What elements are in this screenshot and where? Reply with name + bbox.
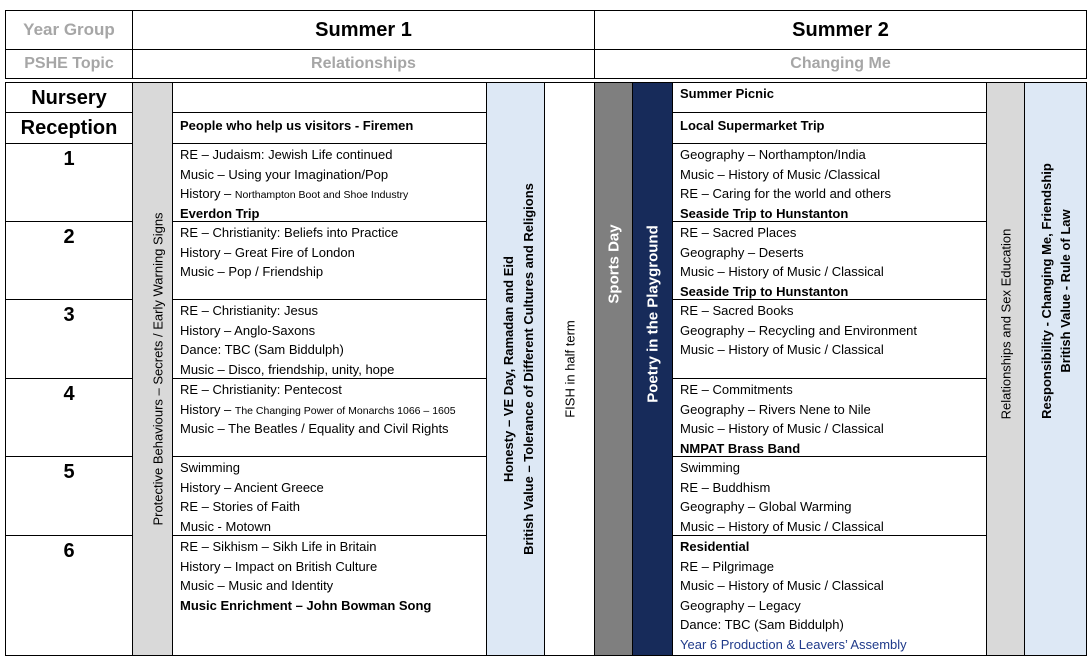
summer2-nursery-cell: Summer Picnic bbox=[672, 82, 987, 113]
summer1-title: Summer 1 bbox=[132, 10, 595, 50]
year-label-3: 3 bbox=[5, 299, 133, 379]
poetry-playground-band bbox=[632, 82, 673, 656]
protective-behaviours-label: Protective Behaviours – Secrets / Early Warning Signs bbox=[150, 212, 165, 526]
year-label-6: 6 bbox=[5, 535, 133, 656]
relationships-sex-education-label: Relationships and Sex Education bbox=[998, 228, 1013, 420]
summer1-year6-cell: RE – Sikhism – Sikh Life in Britain History – Impact on British Culture Music – Music and Identity Music Enrichment – John Bowman Song bbox=[172, 535, 487, 656]
summer1-year4-cell: RE – Christianity: Pentecost History – The Changing Power of Monarchs 1066 – 1605 Music – The Beatles / Equality and Civil Rights bbox=[172, 378, 487, 457]
poetry-playground-label: Poetry in the Playground bbox=[644, 225, 661, 403]
summer1-year3-cell: RE – Christianity: Jesus History – Anglo-Saxons Dance: TBC (Sam Biddulph) Music – Disco, friendship, unity, hope bbox=[172, 299, 487, 379]
summer2-year2-cell: RE – Sacred Places Geography – Deserts Music – History of Music / Classical Seaside Trip to Hunstanton bbox=[672, 221, 987, 300]
year-label-5: 5 bbox=[5, 456, 133, 536]
protective-behaviours-band bbox=[132, 82, 173, 656]
summer2-year3-cell: RE – Sacred Books Geography – Recycling and Environment Music – History of Music / Classical bbox=[672, 299, 987, 379]
sports-day-label: Sports Day bbox=[605, 224, 622, 304]
year-label-nursery: Nursery bbox=[5, 82, 133, 113]
summer1-year2-cell: RE – Christianity: Beliefs into Practice History – Great Fire of London Music – Pop / Friendship bbox=[172, 221, 487, 300]
summer1-reception-cell: People who help us visitors - Firemen bbox=[172, 112, 487, 144]
summer1-year1-cell: RE – Judaism: Jewish Life continued Music – Using your Imagination/Pop History – Northampton Boot and Shoe Industry Everdon Trip bbox=[172, 143, 487, 222]
pshe-topic-header: PSHE Topic bbox=[5, 49, 133, 79]
summer1-nursery-cell bbox=[172, 82, 487, 113]
year-group-header: Year Group bbox=[5, 10, 133, 50]
summer1-year5-cell: Swimming History – Ancient Greece RE – Stories of Faith Music - Motown bbox=[172, 456, 487, 536]
year-label-2: 2 bbox=[5, 221, 133, 300]
summer2-title: Summer 2 bbox=[594, 10, 1087, 50]
fish-half-term-band bbox=[544, 82, 595, 656]
summer1-pshe-topic: Relationships bbox=[132, 49, 595, 79]
year-label-4: 4 bbox=[5, 378, 133, 457]
year-label-reception: Reception bbox=[5, 112, 133, 144]
summer2-year5-cell: Swimming RE – Buddhism Geography – Global Warming Music – History of Music / Classical bbox=[672, 456, 987, 536]
fish-half-term-label: FISH in half term bbox=[562, 320, 577, 418]
summer2-year6-cell: Residential RE – Pilgrimage Music – History of Music / Classical Geography – Legacy Dance: TBC (Sam Biddulph) Year 6 Production & Leavers’ Assembly bbox=[672, 535, 987, 656]
summer2-year4-cell: RE – Commitments Geography – Rivers Nene to Nile Music – History of Music / Classical NMPAT Brass Band bbox=[672, 378, 987, 457]
relationships-sex-education-band bbox=[986, 82, 1025, 656]
british-value-band bbox=[486, 82, 545, 656]
british-value-label: Honesty – VE Day, Ramadan and Eid British Value – Tolerance of Different Cultures and Religions bbox=[500, 183, 536, 555]
responsibility-label: Responsibility - Changing Me, Friendship British Value - Rule of Law bbox=[1038, 163, 1073, 419]
year-label-1: 1 bbox=[5, 143, 133, 222]
summer2-year1-cell: Geography – Northampton/India Music – History of Music /Classical RE – Caring for the world and others Seaside Trip to Hunstanton bbox=[672, 143, 987, 222]
summer2-pshe-topic: Changing Me bbox=[594, 49, 1087, 79]
sports-day-band bbox=[594, 82, 633, 656]
responsibility-band bbox=[1024, 82, 1087, 656]
summer2-reception-cell: Local Supermarket Trip bbox=[672, 112, 987, 144]
